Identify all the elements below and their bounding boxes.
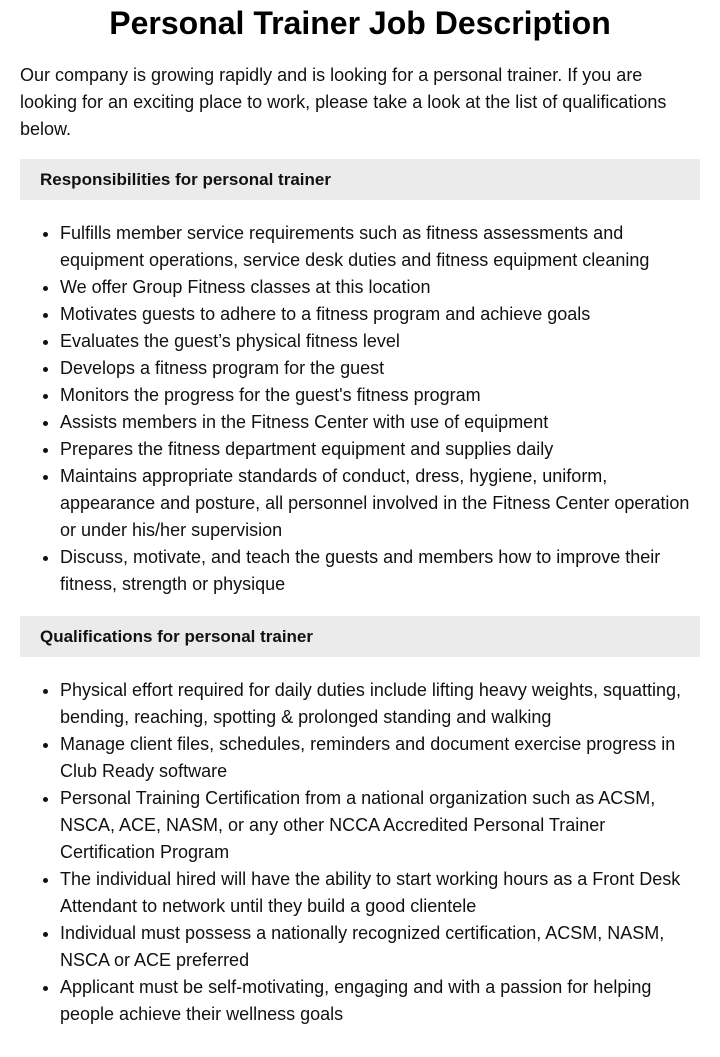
list-item: • Assists members in the Fitness Center with use of equipment [60,409,700,436]
list-item: • Applicant must be self-motivating, engaging and with a passion for helping people achieve their wellness goals [60,974,700,1028]
list-item: • We offer Group Fitness classes at this location [60,274,700,301]
section-heading-qualifications: Qualifications for personal trainer [20,616,700,657]
list-item: • Fulfills member service requirements such as fitness assessments and equipment operations, service desk duties and fitness equipment cleaning [60,220,700,274]
page-title: Personal Trainer Job Description [109,5,611,41]
list-item: • Discuss, motivate, and teach the guests and members how to improve their fitness, strength or physique [60,544,700,598]
list-item: • Personal Training Certification from a national organization such as ACSM, NSCA, ACE, NASM, or any other NCCA Accredited Personal Trainer Certification Program [60,785,700,866]
list-item: • Motivates guests to adhere to a fitness program and achieve goals [60,301,700,328]
list-item: • Develops a fitness program for the guest [60,355,700,382]
list-item: • Prepares the fitness department equipment and supplies daily [60,436,700,463]
responsibilities-list [20,220,700,598]
list-item: • Manage client files, schedules, reminders and document exercise progress in Club Ready software [60,731,700,785]
list-item: • Evaluates the guest’s physical fitness level [60,328,700,355]
qualifications-list [20,677,700,1028]
list-item: • Maintains appropriate standards of conduct, dress, hygiene, uniform, appearance and posture, all personnel involved in the Fitness Center operation or under his/her supervision [60,463,700,544]
intro-paragraph: Our company is growing rapidly and is looking for a personal trainer. If you are looking for an exciting place to work, please take a look at the list of qualifications below. [20,65,667,139]
list-item: • The individual hired will have the ability to start working hours as a Front Desk Attendant to network until they build a good clientele [60,866,700,920]
list-item: • Physical effort required for daily duties include lifting heavy weights, squatting, bending, reaching, spotting & prolonged standing and walking [60,677,700,731]
list-item: • Individual must possess a nationally recognized certification, ACSM, NASM, NSCA or ACE preferred [60,920,700,974]
section-heading-responsibilities: Responsibilities for personal trainer [20,159,700,200]
list-item: • Monitors the progress for the guest's fitness program [60,382,700,409]
